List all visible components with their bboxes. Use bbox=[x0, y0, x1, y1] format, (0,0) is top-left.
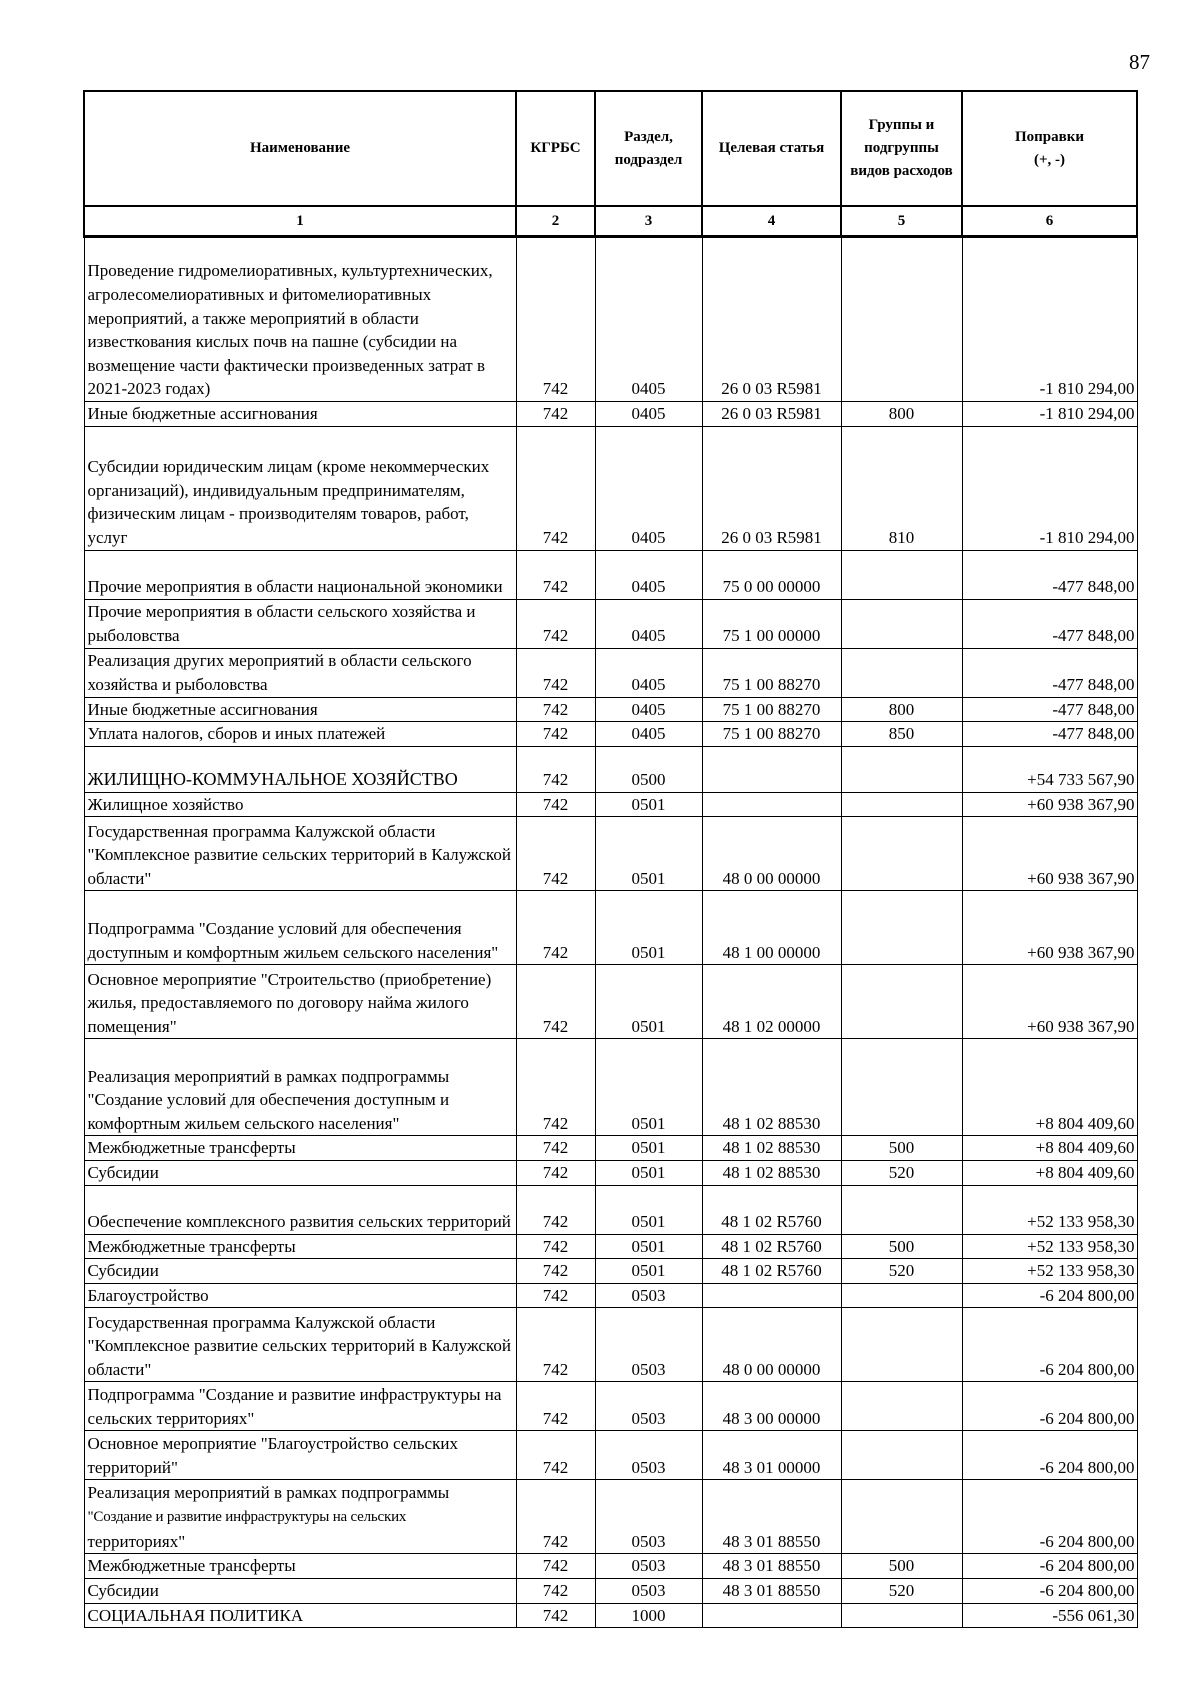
column-number: 4 bbox=[702, 206, 841, 237]
row-article: 75 1 00 88270 bbox=[702, 697, 841, 722]
row-group: 520 bbox=[841, 1160, 962, 1185]
row-kgrbs: 742 bbox=[516, 1259, 595, 1284]
row-name: СОЦИАЛЬНАЯ ПОЛИТИКА bbox=[84, 1603, 516, 1628]
row-name: ЖИЛИЩНО-КОММУНАЛЬНОЕ ХОЗЯЙСТВО bbox=[84, 746, 516, 792]
row-kgrbs: 742 bbox=[516, 746, 595, 792]
row-name: Государственная программа Калужской области "Комплексное развитие сельских территорий в Калужской области" bbox=[84, 817, 516, 891]
table-row bbox=[84, 891, 1137, 965]
row-article: 48 0 00 00000 bbox=[702, 817, 841, 891]
row-article: 48 1 02 R5760 bbox=[702, 1259, 841, 1284]
column-number: 5 bbox=[841, 206, 962, 237]
table-row bbox=[84, 792, 1137, 817]
row-name: Реализация других мероприятий в области сельского хозяйства и рыболовства bbox=[84, 648, 516, 697]
row-amount: -1 810 294,00 bbox=[962, 426, 1137, 550]
row-name: Межбюджетные трансферты bbox=[84, 1234, 516, 1259]
row-section: 0501 bbox=[595, 1185, 702, 1234]
row-section: 0501 bbox=[595, 891, 702, 965]
row-kgrbs: 742 bbox=[516, 697, 595, 722]
table-row bbox=[84, 1234, 1137, 1259]
table-row bbox=[84, 1308, 1137, 1382]
row-article bbox=[702, 1283, 841, 1308]
row-amount: +8 804 409,60 bbox=[962, 1136, 1137, 1161]
row-section: 0501 bbox=[595, 1160, 702, 1185]
column-number: 1 bbox=[84, 206, 516, 237]
row-group bbox=[841, 1603, 962, 1628]
row-group: 500 bbox=[841, 1234, 962, 1259]
row-kgrbs: 742 bbox=[516, 1308, 595, 1382]
row-section: 0501 bbox=[595, 792, 702, 817]
row-amount: -477 848,00 bbox=[962, 550, 1137, 599]
row-section: 0405 bbox=[595, 722, 702, 747]
row-name: Основное мероприятие "Строительство (приобретение) жилья, предоставляемого по договору найма жилого помещения" bbox=[84, 965, 516, 1039]
row-section: 1000 bbox=[595, 1603, 702, 1628]
row-kgrbs: 742 bbox=[516, 426, 595, 550]
table-row bbox=[84, 550, 1137, 599]
table-row bbox=[84, 1480, 1137, 1554]
row-name: Благоустройство bbox=[84, 1283, 516, 1308]
row-name: Субсидии bbox=[84, 1259, 516, 1284]
row-name: Иные бюджетные ассигнования bbox=[84, 402, 516, 427]
row-name: Прочие мероприятия в области сельского хозяйства и рыболовства bbox=[84, 599, 516, 648]
row-name: Прочие мероприятия в области национальной экономики bbox=[84, 550, 516, 599]
row-name bbox=[84, 1480, 516, 1554]
row-name: Субсидии bbox=[84, 1578, 516, 1603]
row-article: 48 3 00 00000 bbox=[702, 1382, 841, 1431]
table-row bbox=[84, 965, 1137, 1039]
row-kgrbs: 742 bbox=[516, 237, 595, 402]
row-kgrbs: 742 bbox=[516, 1160, 595, 1185]
row-amount: -477 848,00 bbox=[962, 697, 1137, 722]
row-section: 0503 bbox=[595, 1578, 702, 1603]
table-row bbox=[84, 599, 1137, 648]
row-amount: -6 204 800,00 bbox=[962, 1578, 1137, 1603]
header-amendments-sign: (+, -) bbox=[1033, 151, 1066, 168]
row-name: Иные бюджетные ассигнования bbox=[84, 697, 516, 722]
row-section: 0405 bbox=[595, 550, 702, 599]
row-article bbox=[702, 792, 841, 817]
row-amount: +52 133 958,30 bbox=[962, 1185, 1137, 1234]
row-article: 75 0 00 00000 bbox=[702, 550, 841, 599]
column-number: 2 bbox=[516, 206, 595, 237]
row-amount: -6 204 800,00 bbox=[962, 1382, 1137, 1431]
row-amount: +52 133 958,30 bbox=[962, 1259, 1137, 1284]
row-group bbox=[841, 1480, 962, 1554]
row-name-part: территориях" bbox=[87, 1531, 186, 1551]
table-row bbox=[84, 1283, 1137, 1308]
row-article: 48 1 02 R5760 bbox=[702, 1234, 841, 1259]
table-row bbox=[84, 1185, 1137, 1234]
row-name-part: Реализация мероприятий в рамках подпрограммы bbox=[87, 1482, 450, 1502]
row-section: 0503 bbox=[595, 1480, 702, 1554]
row-kgrbs: 742 bbox=[516, 550, 595, 599]
row-section: 0405 bbox=[595, 599, 702, 648]
row-amount: -477 848,00 bbox=[962, 648, 1137, 697]
budget-amendments-table bbox=[83, 90, 1138, 1628]
row-name-part: "Создание и развитие инфраструктуры на сельских bbox=[87, 1509, 407, 1526]
row-section: 0405 bbox=[595, 237, 702, 402]
row-section: 0405 bbox=[595, 697, 702, 722]
table-row bbox=[84, 817, 1137, 891]
row-kgrbs: 742 bbox=[516, 599, 595, 648]
row-name: Межбюджетные трансферты bbox=[84, 1136, 516, 1161]
row-section: 0501 bbox=[595, 1234, 702, 1259]
row-section: 0500 bbox=[595, 746, 702, 792]
row-kgrbs: 742 bbox=[516, 1480, 595, 1554]
row-name: Уплата налогов, сборов и иных платежей bbox=[84, 722, 516, 747]
row-section: 0405 bbox=[595, 402, 702, 427]
row-kgrbs: 742 bbox=[516, 1039, 595, 1136]
row-kgrbs: 742 bbox=[516, 1578, 595, 1603]
column-number: 3 bbox=[595, 206, 702, 237]
row-group bbox=[841, 1185, 962, 1234]
row-section: 0503 bbox=[595, 1554, 702, 1579]
row-kgrbs: 742 bbox=[516, 722, 595, 747]
row-kgrbs: 742 bbox=[516, 1382, 595, 1431]
row-amount: -1 810 294,00 bbox=[962, 402, 1137, 427]
table-row bbox=[84, 1578, 1137, 1603]
row-kgrbs: 742 bbox=[516, 1283, 595, 1308]
row-group bbox=[841, 817, 962, 891]
column-numbers-row bbox=[84, 206, 1137, 237]
row-article bbox=[702, 746, 841, 792]
row-kgrbs: 742 bbox=[516, 1234, 595, 1259]
row-article: 48 1 00 00000 bbox=[702, 891, 841, 965]
column-number: 6 bbox=[962, 206, 1137, 237]
table-row bbox=[84, 402, 1137, 427]
header-article: Целевая статья bbox=[702, 91, 841, 206]
row-article: 48 3 01 00000 bbox=[702, 1431, 841, 1480]
row-section: 0405 bbox=[595, 648, 702, 697]
row-amount: -6 204 800,00 bbox=[962, 1308, 1137, 1382]
row-article: 48 3 01 88550 bbox=[702, 1554, 841, 1579]
row-group bbox=[841, 648, 962, 697]
row-amount: +52 133 958,30 bbox=[962, 1234, 1137, 1259]
row-amount: -6 204 800,00 bbox=[962, 1554, 1137, 1579]
row-name: Субсидии bbox=[84, 1160, 516, 1185]
row-name: Основное мероприятие "Благоустройство сельских территорий" bbox=[84, 1431, 516, 1480]
row-amount: +8 804 409,60 bbox=[962, 1039, 1137, 1136]
row-section: 0503 bbox=[595, 1308, 702, 1382]
row-group bbox=[841, 1039, 962, 1136]
row-group: 520 bbox=[841, 1259, 962, 1284]
row-article: 75 1 00 88270 bbox=[702, 648, 841, 697]
row-amount: +60 938 367,90 bbox=[962, 965, 1137, 1039]
row-section: 0503 bbox=[595, 1283, 702, 1308]
row-name: Подпрограмма "Создание и развитие инфраструктуры на сельских территориях" bbox=[84, 1382, 516, 1431]
row-name: Проведение гидромелиоративных, культуртехнических, агролесомелиоративных и фитомелиоративных мероприятий, а также мероприятий в области известкования кислых почв на пашне (субсидии на возмещение части фактически произведенных затрат в 2021-2023 годах) bbox=[84, 237, 516, 402]
table-row bbox=[84, 1431, 1137, 1480]
row-section: 0405 bbox=[595, 426, 702, 550]
row-article: 48 3 01 88550 bbox=[702, 1480, 841, 1554]
row-article: 48 1 02 R5760 bbox=[702, 1185, 841, 1234]
row-section: 0501 bbox=[595, 817, 702, 891]
row-kgrbs: 742 bbox=[516, 891, 595, 965]
row-kgrbs: 742 bbox=[516, 817, 595, 891]
row-amount: +60 938 367,90 bbox=[962, 891, 1137, 965]
row-group bbox=[841, 237, 962, 402]
row-name: Субсидии юридическим лицам (кроме некоммерческих организаций), индивидуальным предпринимателям, физическим лицам - производителям товаров, работ, услуг bbox=[84, 426, 516, 550]
row-amount: +8 804 409,60 bbox=[962, 1160, 1137, 1185]
row-name: Межбюджетные трансферты bbox=[84, 1554, 516, 1579]
header-section: Раздел, подраздел bbox=[595, 91, 702, 206]
row-article bbox=[702, 1603, 841, 1628]
row-group: 800 bbox=[841, 697, 962, 722]
row-article: 75 1 00 00000 bbox=[702, 599, 841, 648]
row-group bbox=[841, 550, 962, 599]
table-row bbox=[84, 1160, 1137, 1185]
row-group: 800 bbox=[841, 402, 962, 427]
row-amount: -1 810 294,00 bbox=[962, 237, 1137, 402]
row-section: 0503 bbox=[595, 1431, 702, 1480]
header-name: Наименование bbox=[84, 91, 516, 206]
row-kgrbs: 742 bbox=[516, 402, 595, 427]
table-row bbox=[84, 426, 1137, 550]
row-name: Реализация мероприятий в рамках подпрограммы "Создание условий для обеспечения доступным и комфортным жильем сельского населения" bbox=[84, 1039, 516, 1136]
row-amount: +60 938 367,90 bbox=[962, 817, 1137, 891]
row-article: 48 3 01 88550 bbox=[702, 1578, 841, 1603]
table-row bbox=[84, 722, 1137, 747]
row-kgrbs: 742 bbox=[516, 1431, 595, 1480]
row-group bbox=[841, 792, 962, 817]
row-amount: -6 204 800,00 bbox=[962, 1283, 1137, 1308]
row-group: 500 bbox=[841, 1554, 962, 1579]
row-article: 48 1 02 88530 bbox=[702, 1160, 841, 1185]
row-article: 26 0 03 R5981 bbox=[702, 426, 841, 550]
row-amount: +54 733 567,90 bbox=[962, 746, 1137, 792]
table-row bbox=[84, 1136, 1137, 1161]
row-amount: +60 938 367,90 bbox=[962, 792, 1137, 817]
row-group bbox=[841, 599, 962, 648]
table-row bbox=[84, 1382, 1137, 1431]
row-group bbox=[841, 1283, 962, 1308]
row-kgrbs: 742 bbox=[516, 1136, 595, 1161]
row-section: 0501 bbox=[595, 1136, 702, 1161]
row-group: 500 bbox=[841, 1136, 962, 1161]
row-name: Подпрограмма "Создание условий для обеспечения доступным и комфортным жильем сельского населения" bbox=[84, 891, 516, 965]
row-amount: -6 204 800,00 bbox=[962, 1431, 1137, 1480]
row-amount: -477 848,00 bbox=[962, 599, 1137, 648]
row-group bbox=[841, 746, 962, 792]
row-amount: -556 061,30 bbox=[962, 1603, 1137, 1628]
row-group: 810 bbox=[841, 426, 962, 550]
header-group: Группы и подгруппы видов расходов bbox=[841, 91, 962, 206]
row-article: 75 1 00 88270 bbox=[702, 722, 841, 747]
table-row bbox=[84, 1039, 1137, 1136]
row-kgrbs: 742 bbox=[516, 965, 595, 1039]
table-row bbox=[84, 746, 1137, 792]
row-group: 850 bbox=[841, 722, 962, 747]
row-group bbox=[841, 1382, 962, 1431]
table-row bbox=[84, 648, 1137, 697]
row-kgrbs: 742 bbox=[516, 1603, 595, 1628]
table-row bbox=[84, 697, 1137, 722]
row-article: 48 1 02 88530 bbox=[702, 1136, 841, 1161]
row-section: 0501 bbox=[595, 1259, 702, 1284]
row-article: 48 1 02 00000 bbox=[702, 965, 841, 1039]
row-kgrbs: 742 bbox=[516, 1185, 595, 1234]
table-row bbox=[84, 1603, 1137, 1628]
row-group bbox=[841, 965, 962, 1039]
row-section: 0503 bbox=[595, 1382, 702, 1431]
table-row bbox=[84, 1554, 1137, 1579]
row-group bbox=[841, 1308, 962, 1382]
row-name: Государственная программа Калужской области "Комплексное развитие сельских территорий в Калужской области" bbox=[84, 1308, 516, 1382]
row-kgrbs: 742 bbox=[516, 792, 595, 817]
row-amount: -477 848,00 bbox=[962, 722, 1137, 747]
table-header-row bbox=[84, 91, 1137, 206]
header-amendments bbox=[962, 91, 1137, 206]
header-kgrbs: КГРБС bbox=[516, 91, 595, 206]
row-group bbox=[841, 891, 962, 965]
row-kgrbs: 742 bbox=[516, 648, 595, 697]
row-section: 0501 bbox=[595, 965, 702, 1039]
row-name: Обеспечение комплексного развития сельских территорий bbox=[84, 1185, 516, 1234]
row-article: 48 1 02 88530 bbox=[702, 1039, 841, 1136]
row-article: 26 0 03 R5981 bbox=[702, 402, 841, 427]
row-kgrbs: 742 bbox=[516, 1554, 595, 1579]
row-group bbox=[841, 1431, 962, 1480]
row-section: 0501 bbox=[595, 1039, 702, 1136]
header-amendments-title: Поправки bbox=[1014, 128, 1085, 145]
row-article: 48 0 00 00000 bbox=[702, 1308, 841, 1382]
page-number: 87 bbox=[1129, 50, 1150, 74]
table-row bbox=[84, 237, 1137, 402]
table-row bbox=[84, 1259, 1137, 1284]
row-amount: -6 204 800,00 bbox=[962, 1480, 1137, 1554]
row-group: 520 bbox=[841, 1578, 962, 1603]
row-name: Жилищное хозяйство bbox=[84, 792, 516, 817]
row-article: 26 0 03 R5981 bbox=[702, 237, 841, 402]
